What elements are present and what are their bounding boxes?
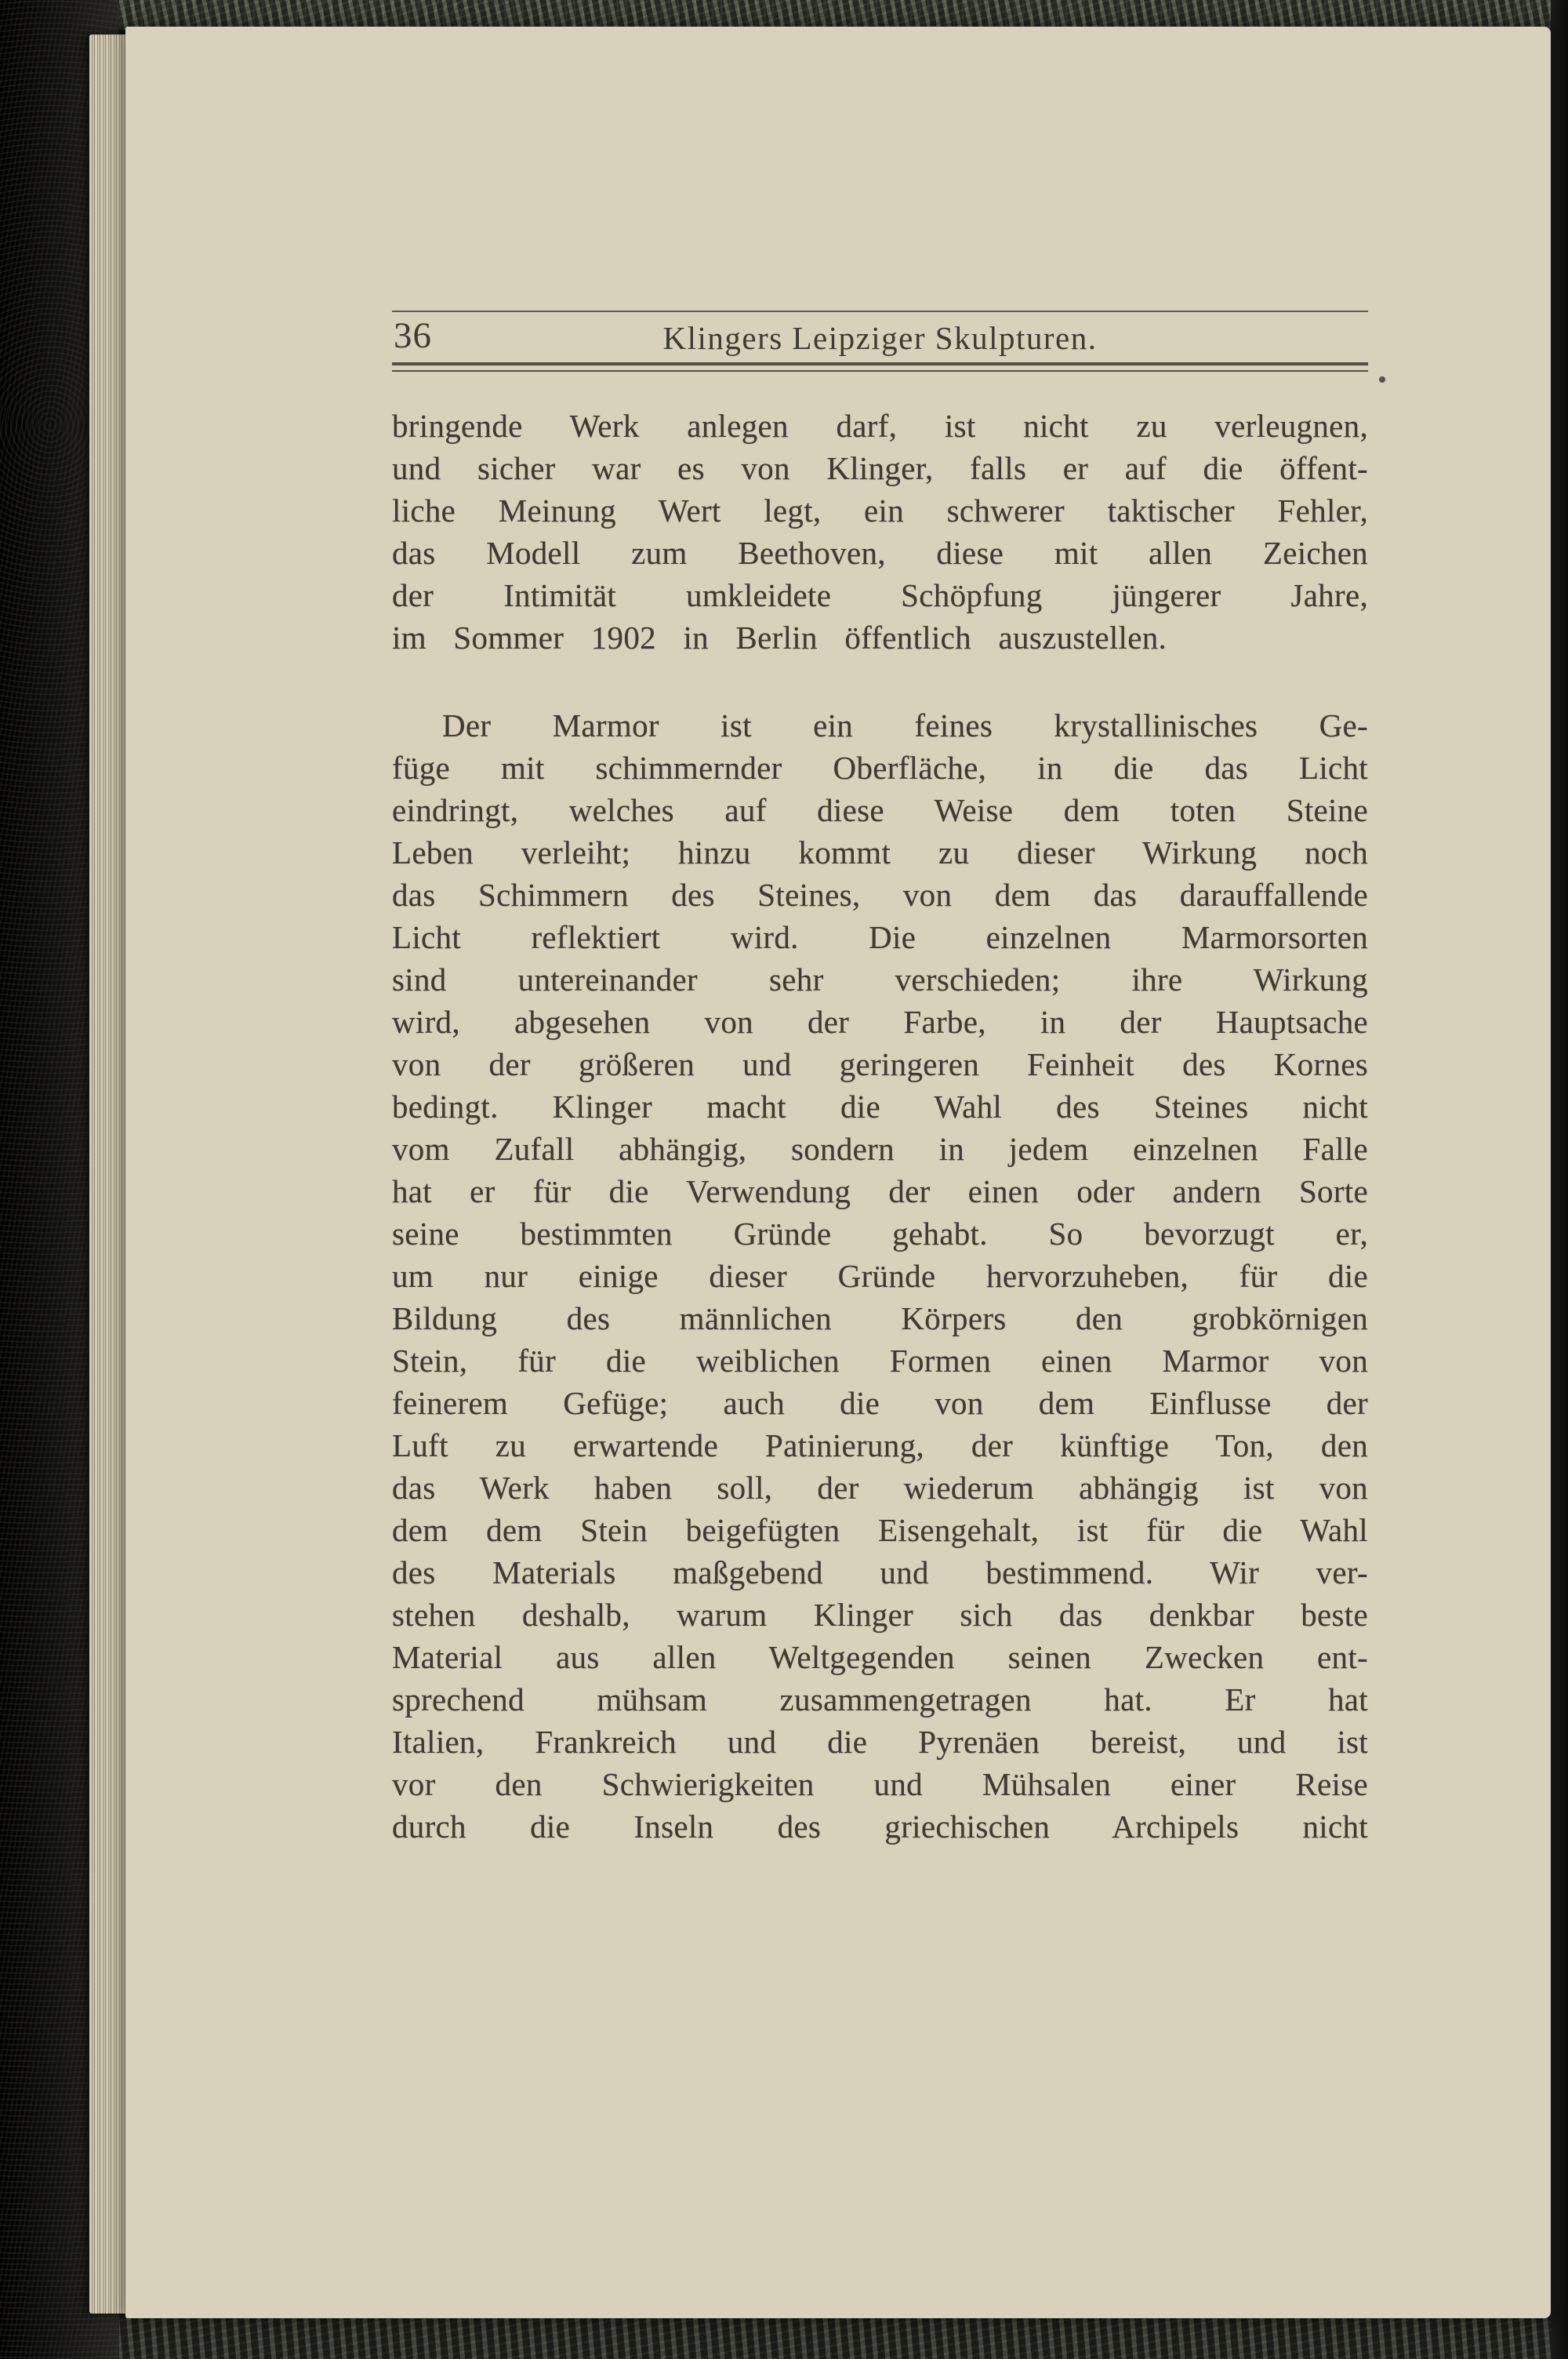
- text-line: vom Zufall abhängig, sondern in jedem einzelnen Falle: [392, 1131, 1368, 1167]
- paragraph: [392, 704, 1368, 1848]
- text-line: Der Marmor ist ein feines krystallinisches Ge-: [442, 707, 1368, 743]
- book-cover-bottom-edge: [0, 2315, 1568, 2359]
- text-line: im Sommer 1902 in Berlin öffentlich auszustellen.: [392, 620, 1167, 656]
- text-line: Stein, für die weiblichen Formen einen Marmor von: [392, 1343, 1368, 1379]
- text-line: sprechend mühsam zusammengetragen hat. Er hat: [392, 1681, 1368, 1717]
- text-line: von der größeren und geringeren Feinheit des Kornes: [392, 1046, 1368, 1082]
- text-line: das Modell zum Beethoven, diese mit allen Zeichen: [392, 535, 1368, 571]
- text-line: Licht reflektiert wird. Die einzelnen Marmorsorten: [392, 919, 1368, 955]
- text-line: um nur einige dieser Gründe hervorzuheben, für die: [392, 1258, 1368, 1294]
- text-line: wird, abgesehen von der Farbe, in der Hauptsache: [392, 1004, 1368, 1040]
- text-line: das Werk haben soll, der wiederum abhängig ist von: [392, 1470, 1368, 1506]
- book-page: [125, 27, 1551, 2318]
- text-line: sind untereinander sehr verschieden; ihre Wirkung: [392, 961, 1368, 998]
- text-line: der Intimität umkleidete Schöpfung jüngerer Jahre,: [392, 577, 1368, 613]
- text-line: feinerem Gefüge; auch die von dem Einflusse der: [392, 1385, 1368, 1421]
- page-number: 36: [394, 315, 432, 356]
- text-line: das Schimmern des Steines, von dem das darauffallende: [392, 877, 1368, 913]
- text-line: durch die Inseln des griechischen Archipels nicht: [392, 1808, 1368, 1845]
- body-text: [392, 405, 1368, 1848]
- text-line: füge mit schimmernder Oberfläche, in die das Licht: [392, 750, 1368, 786]
- running-title: Klingers Leipziger Skulpturen.: [662, 320, 1098, 356]
- text-line: seine bestimmten Gründe gehabt. So bevorzugt er,: [392, 1216, 1368, 1252]
- book-cover-right-edge: [1551, 0, 1568, 2359]
- text-line: stehen deshalb, warum Klinger sich das denkbar beste: [392, 1597, 1368, 1633]
- text-line: Italien, Frankreich und die Pyrenäen bereist, und ist: [392, 1724, 1368, 1760]
- text-line: hat er für die Verwendung der einen oder andern Sorte: [392, 1173, 1368, 1209]
- text-line: Bildung des männlichen Körpers den grobkörnigen: [392, 1300, 1368, 1336]
- ink-speck: [1379, 376, 1385, 383]
- text-line: Leben verleiht; hinzu kommt zu dieser Wirkung noch: [392, 834, 1368, 871]
- text-line: liche Meinung Wert legt, ein schwerer taktischer Fehler,: [392, 493, 1368, 529]
- book-cover-top-edge: [0, 0, 1568, 30]
- text-line: bringende Werk anlegen darf, ist nicht zu verleugnen,: [392, 408, 1368, 444]
- text-line: Material aus allen Weltgegenden seinen Zwecken ent-: [392, 1639, 1368, 1675]
- paragraph: [392, 405, 1368, 659]
- page-header: [392, 312, 1368, 362]
- text-line: des Materials maßgebend und bestimmend. Wir ver-: [392, 1554, 1368, 1590]
- text-line: und sicher war es von Klinger, falls er auf die öffent-: [392, 450, 1368, 486]
- text-line: bedingt. Klinger macht die Wahl des Steines nicht: [392, 1089, 1368, 1125]
- text-line: dem dem Stein beigefügten Eisengehalt, ist für die Wahl: [392, 1512, 1368, 1548]
- text-column: [392, 311, 1368, 1848]
- stacked-page-edges: [89, 35, 129, 2314]
- text-line: eindringt, welches auf diese Weise dem toten Steine: [392, 792, 1368, 828]
- header-double-rule: [392, 362, 1368, 372]
- text-line: Luft zu erwartende Patinierung, der künftige Ton, den: [392, 1427, 1368, 1463]
- text-line: vor den Schwierigkeiten und Mühsalen einer Reise: [392, 1766, 1368, 1802]
